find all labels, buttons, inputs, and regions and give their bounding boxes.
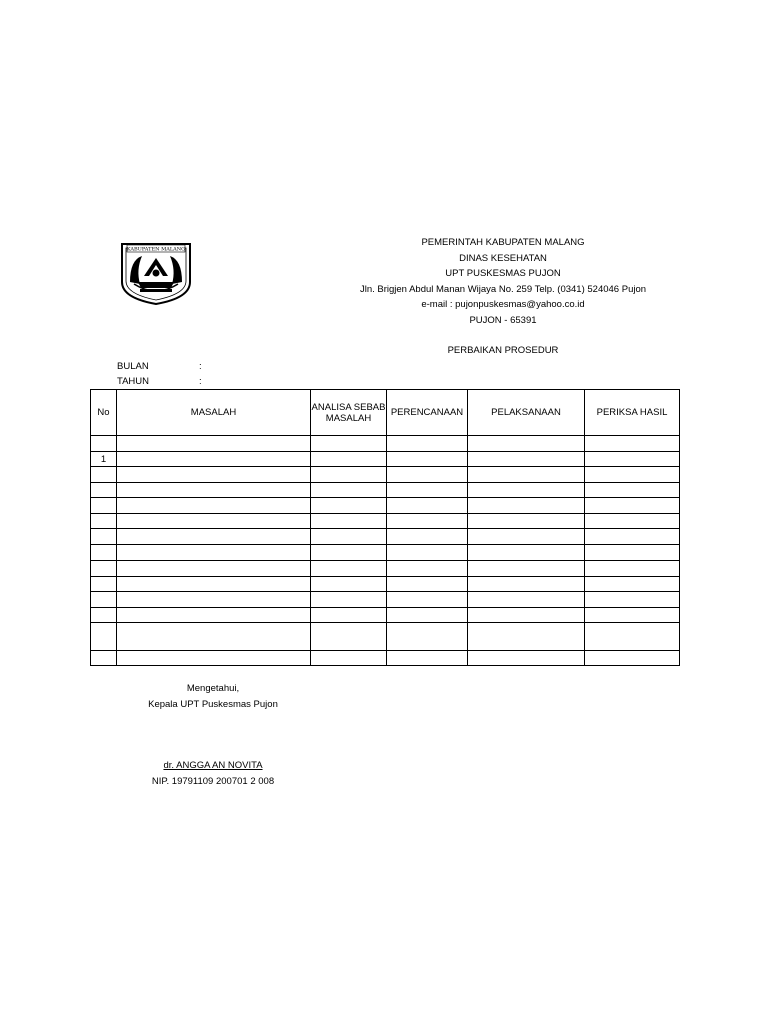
header-no: No bbox=[91, 390, 117, 436]
table-cell bbox=[387, 483, 468, 498]
table-cell bbox=[311, 436, 387, 452]
kabupaten-malang-logo bbox=[118, 242, 194, 306]
row-number-cell bbox=[91, 529, 117, 545]
header-department: DINAS KESEHATAN bbox=[459, 252, 547, 264]
header-unit: UPT PUSKESMAS PUJON bbox=[445, 268, 561, 280]
table-row bbox=[91, 560, 680, 576]
table-cell bbox=[585, 452, 680, 467]
table-cell bbox=[117, 560, 311, 576]
row-number-cell bbox=[91, 622, 117, 650]
row-number-cell bbox=[91, 560, 117, 576]
table-row bbox=[91, 607, 680, 622]
table-row bbox=[91, 514, 680, 529]
table-cell bbox=[117, 452, 311, 467]
table-cell bbox=[311, 591, 387, 607]
document-title: PERBAIKAN PROSEDUR bbox=[447, 345, 559, 356]
bulan-colon: : bbox=[199, 361, 202, 372]
table-cell bbox=[585, 529, 680, 545]
header-analisa-line2: MASALAH bbox=[325, 412, 372, 424]
table-cell bbox=[311, 452, 387, 467]
signer-nip: NIP. 19791109 200701 2 008 bbox=[151, 776, 275, 787]
table-header-row bbox=[91, 390, 680, 436]
table-cell bbox=[468, 529, 585, 545]
table-cell bbox=[311, 576, 387, 591]
table-cell bbox=[117, 436, 311, 452]
table-cell bbox=[468, 498, 585, 514]
table-cell bbox=[585, 622, 680, 650]
table-row bbox=[91, 436, 680, 452]
table-cell bbox=[311, 622, 387, 650]
header-periksa-hasil: PERIKSA HASIL bbox=[585, 390, 680, 436]
table-cell bbox=[585, 607, 680, 622]
table-cell bbox=[117, 498, 311, 514]
table-cell bbox=[117, 545, 311, 560]
signer-position: Kepala UPT Puskesmas Pujon bbox=[148, 699, 278, 710]
table-cell bbox=[387, 650, 468, 665]
table-cell bbox=[468, 483, 585, 498]
header-government: PEMERINTAH KABUPATEN MALANG bbox=[421, 237, 585, 248]
table-cell bbox=[117, 622, 311, 650]
table-cell bbox=[468, 607, 585, 622]
table-cell bbox=[311, 607, 387, 622]
header-pelaksanaan: PELAKSANAAN bbox=[468, 390, 585, 436]
table-cell bbox=[468, 560, 585, 576]
table-cell bbox=[468, 452, 585, 467]
row-number-cell bbox=[91, 576, 117, 591]
table-cell bbox=[117, 576, 311, 591]
row-number-cell bbox=[91, 467, 117, 483]
table-row bbox=[91, 545, 680, 560]
row-number-cell bbox=[91, 483, 117, 498]
table-cell bbox=[585, 436, 680, 452]
table-cell bbox=[117, 514, 311, 529]
header-masalah: MASALAH bbox=[117, 390, 311, 436]
table-cell bbox=[117, 607, 311, 622]
table-cell bbox=[117, 591, 311, 607]
table-cell bbox=[387, 452, 468, 467]
table-cell bbox=[311, 650, 387, 665]
tahun-colon: : bbox=[199, 376, 202, 387]
table-cell bbox=[468, 576, 585, 591]
header-address: Jln. Brigjen Abdul Manan Wijaya No. 259 Telp. (0341) 524046 Pujon bbox=[359, 283, 647, 295]
table-cell bbox=[311, 467, 387, 483]
table-cell bbox=[468, 467, 585, 483]
table-row bbox=[91, 452, 680, 467]
table-cell bbox=[468, 591, 585, 607]
row-number-cell bbox=[91, 498, 117, 514]
table-cell bbox=[387, 529, 468, 545]
letterhead bbox=[340, 235, 666, 329]
table-row bbox=[91, 576, 680, 591]
header-analisa-line1: ANALISA SEBAB bbox=[311, 401, 386, 413]
table-cell bbox=[387, 514, 468, 529]
table-cell bbox=[585, 560, 680, 576]
table-row bbox=[91, 483, 680, 498]
row-number-cell bbox=[91, 607, 117, 622]
table-cell bbox=[311, 498, 387, 514]
perbaikan-prosedur-table bbox=[90, 389, 680, 666]
table-cell bbox=[311, 529, 387, 545]
tahun-label: TAHUN bbox=[117, 376, 150, 387]
row-number-cell bbox=[91, 436, 117, 452]
header-perencanaan: PERENCANAAN bbox=[387, 390, 468, 436]
table-cell bbox=[387, 607, 468, 622]
table-cell bbox=[117, 467, 311, 483]
table-cell bbox=[387, 467, 468, 483]
header-postal: PUJON - 65391 bbox=[469, 314, 537, 326]
table-cell bbox=[387, 560, 468, 576]
table-row bbox=[91, 622, 680, 650]
table-cell bbox=[387, 498, 468, 514]
table-row bbox=[91, 591, 680, 607]
table-cell bbox=[387, 622, 468, 650]
table-cell bbox=[585, 576, 680, 591]
table-cell bbox=[117, 483, 311, 498]
table-body bbox=[91, 436, 680, 666]
table-cell bbox=[387, 591, 468, 607]
table-cell bbox=[387, 436, 468, 452]
header-analisa bbox=[311, 390, 387, 436]
row-number-cell bbox=[91, 514, 117, 529]
table-cell bbox=[311, 545, 387, 560]
table-cell bbox=[468, 545, 585, 560]
table-row bbox=[91, 650, 680, 665]
row-number-cell bbox=[91, 591, 117, 607]
table-cell bbox=[585, 514, 680, 529]
row-number-cell bbox=[91, 650, 117, 665]
table-cell bbox=[311, 483, 387, 498]
signer-name: dr. ANGGA AN NOVITA bbox=[163, 760, 263, 771]
bulan-label: BULAN bbox=[117, 361, 149, 372]
table-row bbox=[91, 498, 680, 514]
table-cell bbox=[387, 545, 468, 560]
logo-banner-text: KABUPATEN MALANG bbox=[126, 246, 186, 253]
row-number-cell: 1 bbox=[91, 452, 117, 467]
table-cell bbox=[585, 591, 680, 607]
table-cell bbox=[311, 514, 387, 529]
table-cell bbox=[468, 622, 585, 650]
acknowledged-label: Mengetahui, bbox=[186, 683, 240, 694]
row-number-cell bbox=[91, 545, 117, 560]
table-cell bbox=[311, 560, 387, 576]
table-cell bbox=[585, 650, 680, 665]
table-cell bbox=[387, 576, 468, 591]
kabupaten-malang-emblem-icon bbox=[118, 242, 194, 306]
table-cell bbox=[468, 650, 585, 665]
table-cell bbox=[585, 483, 680, 498]
table-cell bbox=[468, 436, 585, 452]
table-cell bbox=[585, 498, 680, 514]
table-cell bbox=[468, 514, 585, 529]
table-cell bbox=[117, 529, 311, 545]
table-row bbox=[91, 529, 680, 545]
table-cell bbox=[585, 467, 680, 483]
table-cell bbox=[585, 545, 680, 560]
table-row bbox=[91, 467, 680, 483]
table-cell bbox=[117, 650, 311, 665]
header-email: e-mail : pujonpuskesmas@yahoo.co.id bbox=[421, 299, 585, 311]
